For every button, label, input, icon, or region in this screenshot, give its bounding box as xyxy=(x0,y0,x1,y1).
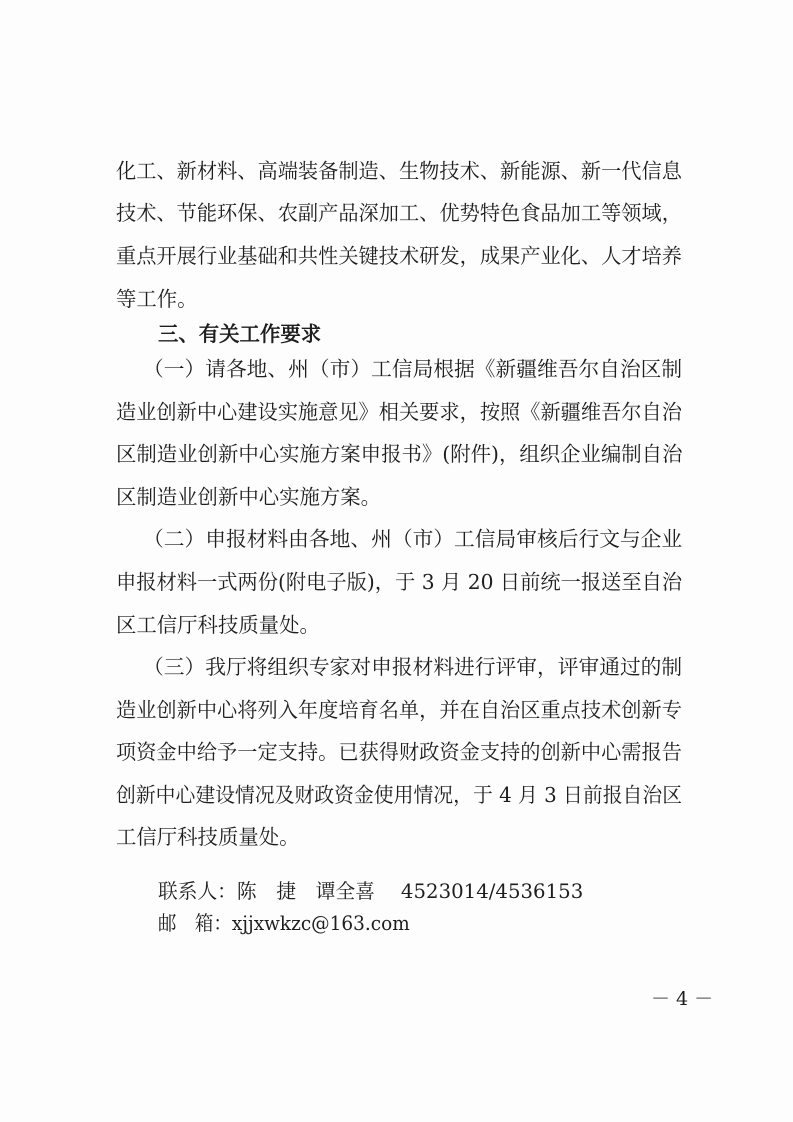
body-text-line: （一）请各地、州（市）工信局根据《新疆维吾尔自治区制 xyxy=(143,357,683,381)
body-text-line: 区制造业创新中心实施方案申报书》(附件)，组织企业编制自治 xyxy=(116,442,683,466)
body-text-line: （二）申报材料由各地、州（市）工信局审核后行文与企业 xyxy=(143,527,683,551)
section-heading: 三、有关工作要求 xyxy=(158,322,322,346)
page-number: － 4 － xyxy=(651,988,714,1010)
body-text-line: 创新中心建设情况及财政资金使用情况，于 4 月 3 日前报自治区 xyxy=(116,783,683,807)
body-text-line: 区制造业创新中心实施方案。 xyxy=(116,485,382,509)
body-text-line: 重点开展行业基础和共性关键技术研发，成果产业化、人才培养 xyxy=(116,244,682,268)
contact-person: 联系人：陈 捷 谭全喜 4523014/4536153 xyxy=(158,879,584,903)
body-text-line: 等工作。 xyxy=(116,287,198,311)
body-text-line: 申报材料一式两份(附电子版)，于 3 月 20 日前统一报送至自治 xyxy=(116,570,683,594)
body-text-line: 技术、节能环保、农副产品深加工、优势特色食品加工等领域， xyxy=(116,201,682,225)
body-text-line: （三）我厅将组织专家对申报材料进行评审，评审通过的制 xyxy=(143,655,683,679)
body-text-line: 造业创新中心将列入年度培育名单，并在自治区重点技术创新专 xyxy=(116,698,682,722)
body-text-line: 化工、新材料、高端装备制造、生物技术、新能源、新一代信息 xyxy=(116,159,682,183)
body-text-line: 造业创新中心建设实施意见》相关要求，按照《新疆维吾尔自治 xyxy=(116,400,682,424)
body-text-line: 区工信厅科技质量处。 xyxy=(116,613,320,637)
contact-email: 邮 箱：xjjxwkzc@163.com xyxy=(158,911,410,935)
body-text-line: 项资金中给予一定支持。已获得财政资金支持的创新中心需报告 xyxy=(116,740,682,764)
body-text-line: 工信厅科技质量处。 xyxy=(116,825,300,849)
